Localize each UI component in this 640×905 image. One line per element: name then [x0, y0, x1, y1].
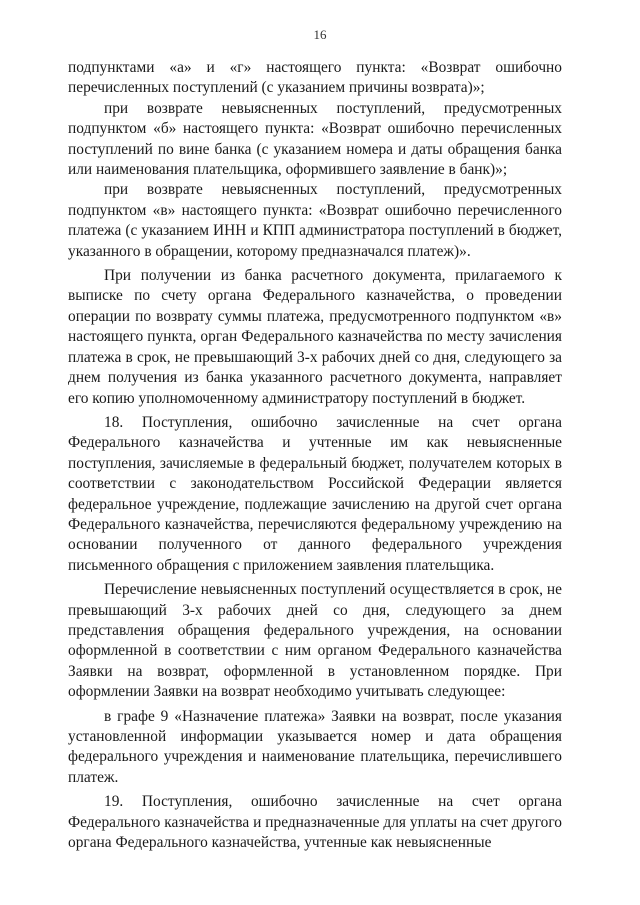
- paragraph-point-18: 18. Поступления, ошибочно зачисленные на счет органа Федерального казначейства и учтенные им как невыясненные поступления, зачисляемые в федеральный бюджет, получателем которых в соответствии с законодательством Российской Федерации является федеральное учреждение, подлежащие зачислению на другой счет органа Федерального казначейства, перечисляются федеральному учреждению на основании полученного от данного федерального учреждения письменного обращения с приложением заявления плательщика.: [68, 413, 562, 574]
- paragraph-payment-purpose-field: в графе 9 «Назначение платежа» Заявки на возврат, после указания установленной информации указывается номер и дата обращения федерального учреждения и наименование плательщика, перечислившего платеж.: [68, 707, 562, 786]
- page-number: 16: [313, 27, 327, 42]
- paragraph-return-subpoint-v: при возврате невыясненных поступлений, предусмотренных подпунктом «в» настоящего пункта: «Возврат ошибочно перечисленного платежа (с указанием ИНН и КПП администратора поступлений в бюджет, указанного в обращении, которому предназначался платеж)».: [68, 181, 562, 260]
- paragraph-return-subpoint-b: при возврате невыясненных поступлений, предусмотренных подпунктом «б» настоящего пункта: «Возврат ошибочно перечисленных поступлений по вине банка (с указанием номера и даты обращения банка или наименования плательщика, оформившего заявление в банк)»;: [68, 99, 562, 179]
- document-body: [68, 58, 562, 853]
- paragraph-bank-document: При получении из банка расчетного документа, прилагаемого к выписке по счету органа Федерального казначейства, о проведении операции по возврату суммы платежа, предусмотренного подпунктом «в» настоящего пункта, орган Федерального казначейства по месту зачисления платежа в срок, не превышающий 3-х рабочих дней со дня, следующего за днем получения из банка указанного расчетного документа, направляет его копию уполномоченному администратору поступлений в бюджет.: [68, 267, 562, 407]
- paragraph-continuation: подпунктами «а» и «г» настоящего пункта: «Возврат ошибочно перечисленных поступлений (с указанием причины возврата)»;: [68, 59, 562, 97]
- paragraph-transfer-deadline: Перечисление невыясненных поступлений осуществляется в срок, не превышающий 3-х рабочих дней со дня, следующего за днем представления обращения федерального учреждения, на основании оформленной в соответствии с ним органом Федерального казначейства Заявки на возврат, оформленной в установленном порядке. При оформлении Заявки на возврат необходимо учитывать следующее:: [68, 581, 562, 701]
- paragraph-point-19: 19. Поступления, ошибочно зачисленные на счет органа Федерального казначейства и предназначенные для уплаты на счет другого органа Федерального казначейства, учтенные как невыясненные: [68, 793, 562, 852]
